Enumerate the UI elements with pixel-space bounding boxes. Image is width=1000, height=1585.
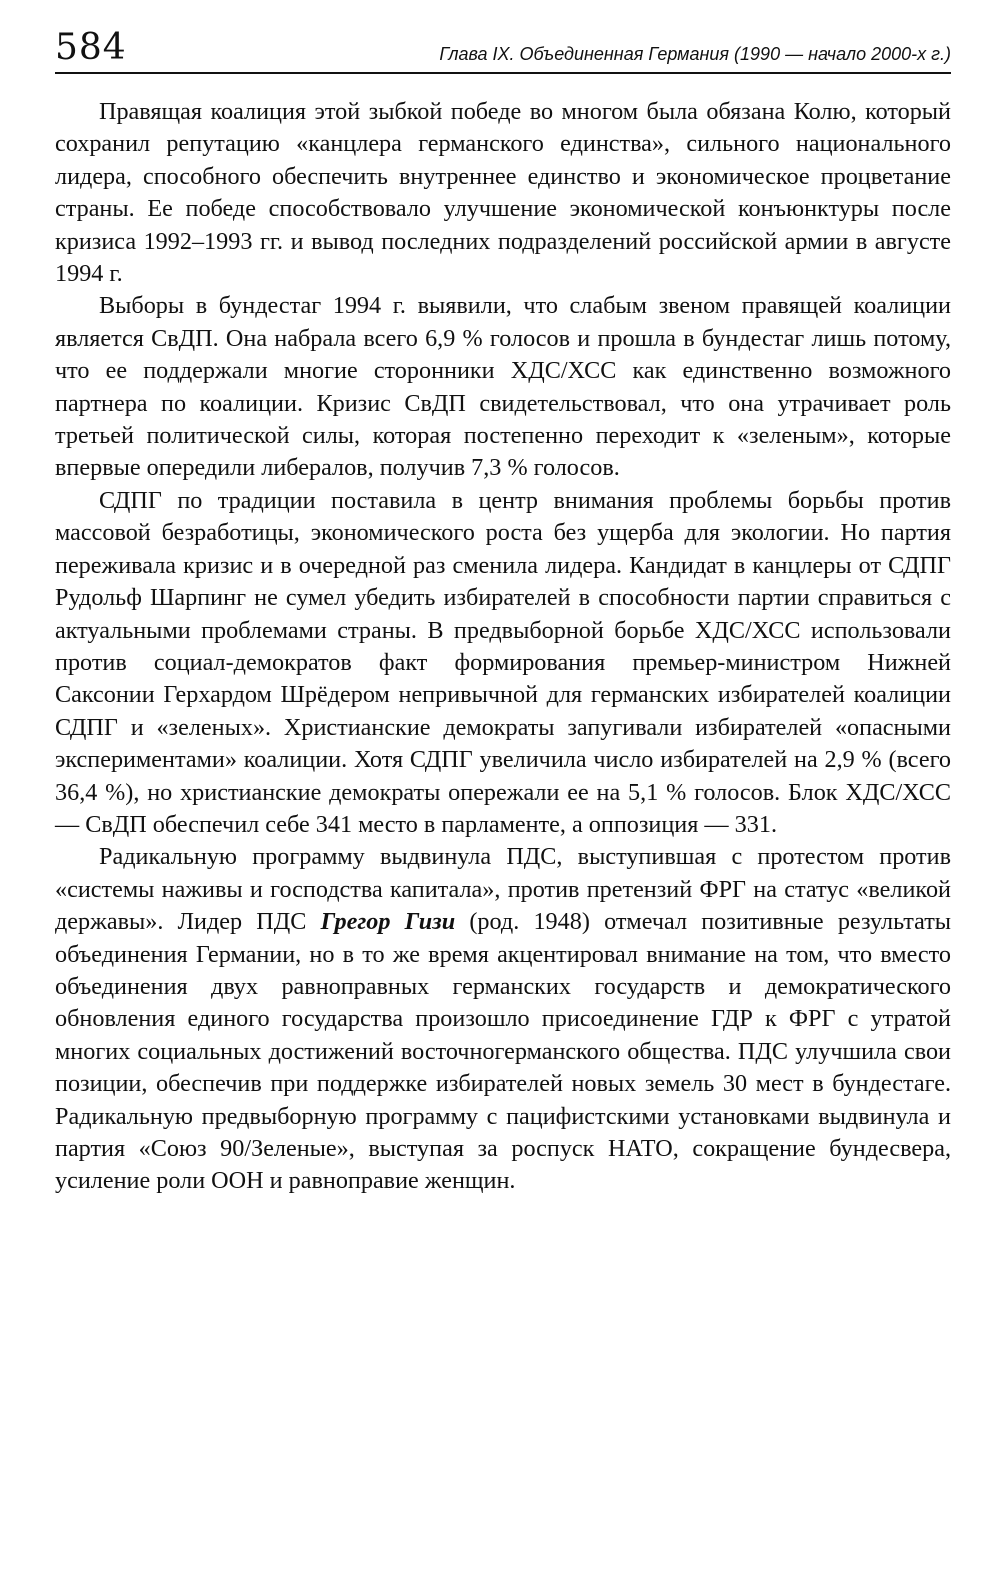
book-page xyxy=(55,27,952,1198)
running-header xyxy=(55,27,951,74)
paragraph xyxy=(55,841,951,1197)
body-text xyxy=(55,96,951,1198)
person-name-emphasis: Грегор Гизи xyxy=(320,908,456,936)
paragraph-text: Радикальную программу выдвинула ПДС, выступившая с протестом против «системы наживы и господства капитала», против претензий ФРГ на статус «великой державы». Лидер ПДС xyxy=(55,843,951,936)
page-number: 584 xyxy=(55,27,127,68)
paragraph-text: (род. 1948) отмечал позитивные результаты объединения Германии, но в то же время акцентировал внимание на том, что вместо объединения двух равноправных германских государств и демократического обновления единого государства произошло присоединение ГДР к ФРГ с утратой многих социальных достижений восточногерманского общества. ПДС улучшила свои позиции, обеспечив при поддержке избирателей новых земель 30 мест в бундестаге. Радикальную предвыборную программу с пацифистскими установками выдвинула и партия «Союз 90/Зеленые», выступая за роспуск НАТО, сокращение бундесвера, усиление роли ООН и равноправие женщин. xyxy=(55,908,952,1195)
chapter-title: Глава IX. Объединенная Германия (1990 — начало 2000-х г.) xyxy=(439,44,951,64)
paragraph: Правящая коалиция этой зыбкой победе во многом была обязана Колю, который сохранил репутацию «канцлера германского единства», сильного национального лидера, способного обеспечить внутреннее единство и экономическое процветание страны. Ее победе способствовало улучшение экономической конъюнктуры после кризиса 1992–1993 гг. и вывод последних подразделений российской армии в августе 1994 г. xyxy=(55,98,951,288)
paragraph: Выборы в бундестаг 1994 г. выявили, что слабым звеном правящей коалиции является СвДП. Она набрала всего 6,9 % голосов и прошла в бундестаг лишь потому, что ее поддержали многие сторонники ХДС/ХСС как единственно возможного партнера по коалиции. Кризис СвДП свидетельствовал, что она утрачивает роль третьей политической силы, которая постепенно переходит к «зеленым», которые впервые опередили либералов, получив 7,3 % голосов. xyxy=(55,292,951,482)
paragraph: СДПГ по традиции поставила в центр внимания проблемы борьбы против массовой безработицы, экономического роста без ущерба для экологии. Но партия переживала кризис и в очередной раз сменила лидера. Кандидат в канцлеры от СДПГ Рудольф Шарпинг не сумел убедить избирателей в способности партии справиться с актуальными проблемами страны. В предвыборной борьбе ХДС/ХСС использовали против социал-демократов факт формирования премьер-министром Нижней Саксонии Герхардом Шрёдером непривычной для германских избирателей коалиции СДПГ и «зеленых». Христианские демократы запугивали избирателей «опасными экспериментами» коалиции. Хотя СДПГ увеличила число избирателей на 2,9 % (всего 36,4 %), но христианские демократы опережали ее на 5,1 % голосов. Блок ХДС/ХСС — СвДП обеспечил себе 341 место в парламенте, а оппозиция — 331. xyxy=(55,486,951,838)
